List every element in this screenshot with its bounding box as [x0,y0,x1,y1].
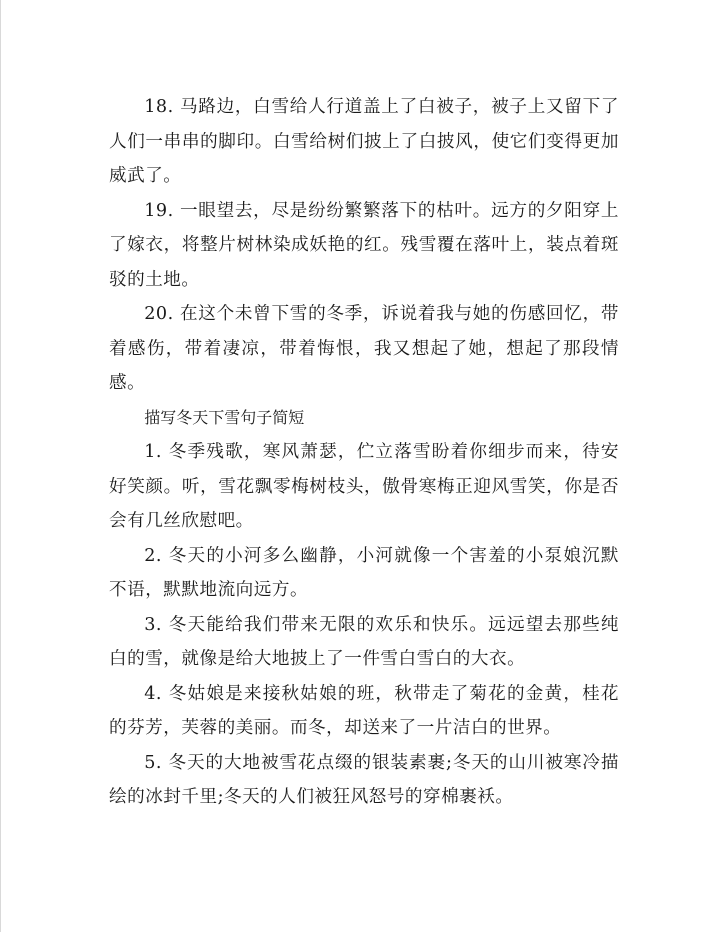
document-body [109,90,619,815]
section-heading: 描写冬天下雪句子简短 [144,407,305,427]
paragraph-5: 5. 冬天的大地被雪花点缀的银装素裹;冬天的山川被寒冷描绘的冰封千里;冬天的人们被狂风怒号的穿棉裹袄。 [109,752,619,807]
paragraph-1: 1. 冬季残歌，寒风萧瑟，伫立落雪盼着你细步而来，待安好笑颜。听，雪花飘零梅树枝头，傲骨寒梅正迎风雪笑，你是否会有几丝欣慰吧。 [109,442,619,531]
paragraph-18: 18. 马路边，白雪给人行道盖上了白被子，被子上又留下了人们一串串的脚印。白雪给树们披上了白披风，使它们变得更加威武了。 [109,97,619,186]
paragraph-3: 3. 冬天能给我们带来无限的欢乐和快乐。远远望去那些纯白的雪，就像是给大地披上了一件雪白雪白的大衣。 [109,614,619,669]
paragraph-2: 2. 冬天的小河多么幽静，小河就像一个害羞的小泵娘沉默不语，默默地流向远方。 [109,545,619,600]
paragraph-4: 4. 冬姑娘是来接秋姑娘的班，秋带走了菊花的金黄，桂花的芬芳，芙蓉的美丽。而冬，却送来了一片洁白的世界。 [109,683,619,738]
paragraph-20: 20. 在这个未曾下雪的冬季，诉说着我与她的伤感回忆，带着感伤，带着凄凉，带着悔恨，我又想起了她，想起了那段情感。 [109,304,619,393]
paragraph-19: 19. 一眼望去，尽是纷纷繁繁落下的枯叶。远方的夕阳穿上了嫁衣，将整片树林染成妖艳的红。残雪覆在落叶上，装点着斑驳的土地。 [109,200,619,290]
